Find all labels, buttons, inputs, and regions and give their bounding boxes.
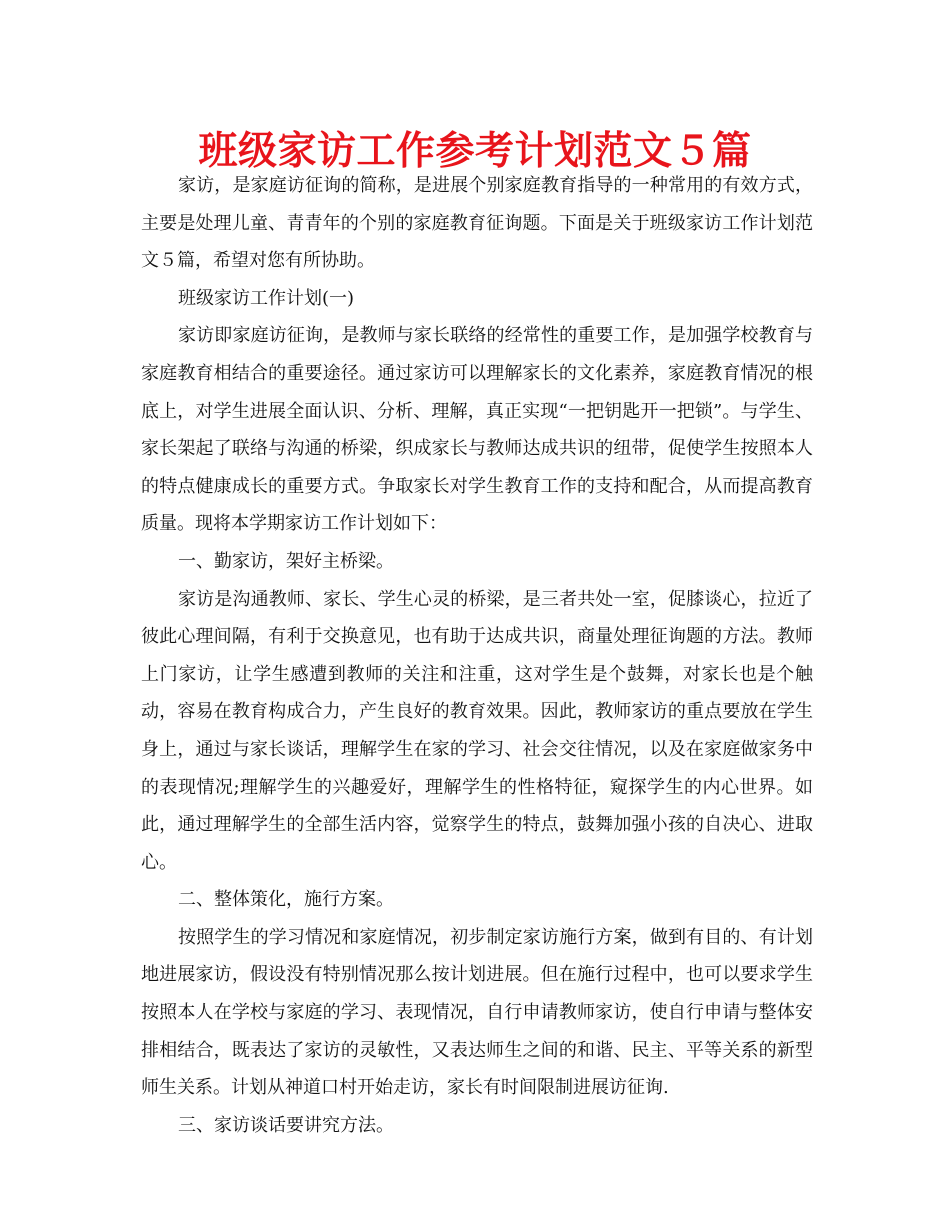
body-paragraph: 按照学生的学习情况和家庭情况，初步制定家访施行方案，做到有目的、有计划地进展家访，假设没有特别情况那么按计划进展。但在施行过程中，也可以要求学生按照本人在学校与家庭的学习、表现情况，自行申请教师家访，使自行申请与整体安排相结合，既表达了家访的灵敏性，又表达师生之间的和谐、民主、平等关系的新型师生关系。计划从神道口村开始走访，家长有时间限制进展访征询.: [141, 926, 813, 1099]
document-body: [141, 167, 813, 1144]
subsection-heading-one: 一、勤家访，架好主桥梁。: [178, 550, 394, 572]
body-paragraph: 家访是沟通教师、家长、学生心灵的桥梁，是三者共处一室，促膝谈心，拉近了彼此心理间隔，有利于交换意见，也有助于达成共识，商量处理征询题的方法。教师上门家访，让学生感遭到教师的关注和注重，这对学生是个鼓舞，对家长也是个触动，容易在教育构成合力，产生良好的教育效果。因此，教师家访的重点要放在学生身上，通过与家长谈话，理解学生在家的学习、社会交往情况，以及在家庭做家务中的表现情况;理解学生的兴趣爱好，理解学生的性格特征，窥探学生的内心世界。如此，通过理解学生的全部生活内容，觉察学生的特点，鼓舞加强小孩的自决心、进取心。: [141, 588, 813, 873]
intro-paragraph: 家访，是家庭访征询的简称，是进展个别家庭教育指导的一种常用的有效方式，主要是处理儿童、青青年的个别的家庭教育征询题。下面是关于班级家访工作计划范文５篇，希望对您有所协助。: [141, 175, 813, 272]
document-title: 班级家访工作参考计划范文５篇: [198, 129, 752, 174]
body-paragraph: 家访即家庭访征询，是教师与家长联络的经常性的重要工作，是加强学校教育与家庭教育相结合的重要途径。通过家访可以理解家长的文化素养，家庭教育情况的根底上，对学生进展全面认识、分析、理解，真正实现“一把钥匙开一把锁”。与学生、家长架起了联络与沟通的桥梁，织成家长与教师达成共识的纽带，促使学生按照本人的特点健康成长的重要方式。争取家长对学生教育工作的支持和配合，从而提高教育质量。现将本学期家访工作计划如下：: [141, 325, 813, 535]
subsection-heading-two: 二、整体策化，施行方案。: [178, 889, 394, 911]
subsection-heading-three: 三、家访谈话要讲究方法。: [178, 1114, 394, 1136]
section-heading-plan-one: 班级家访工作计划(一): [178, 287, 355, 309]
